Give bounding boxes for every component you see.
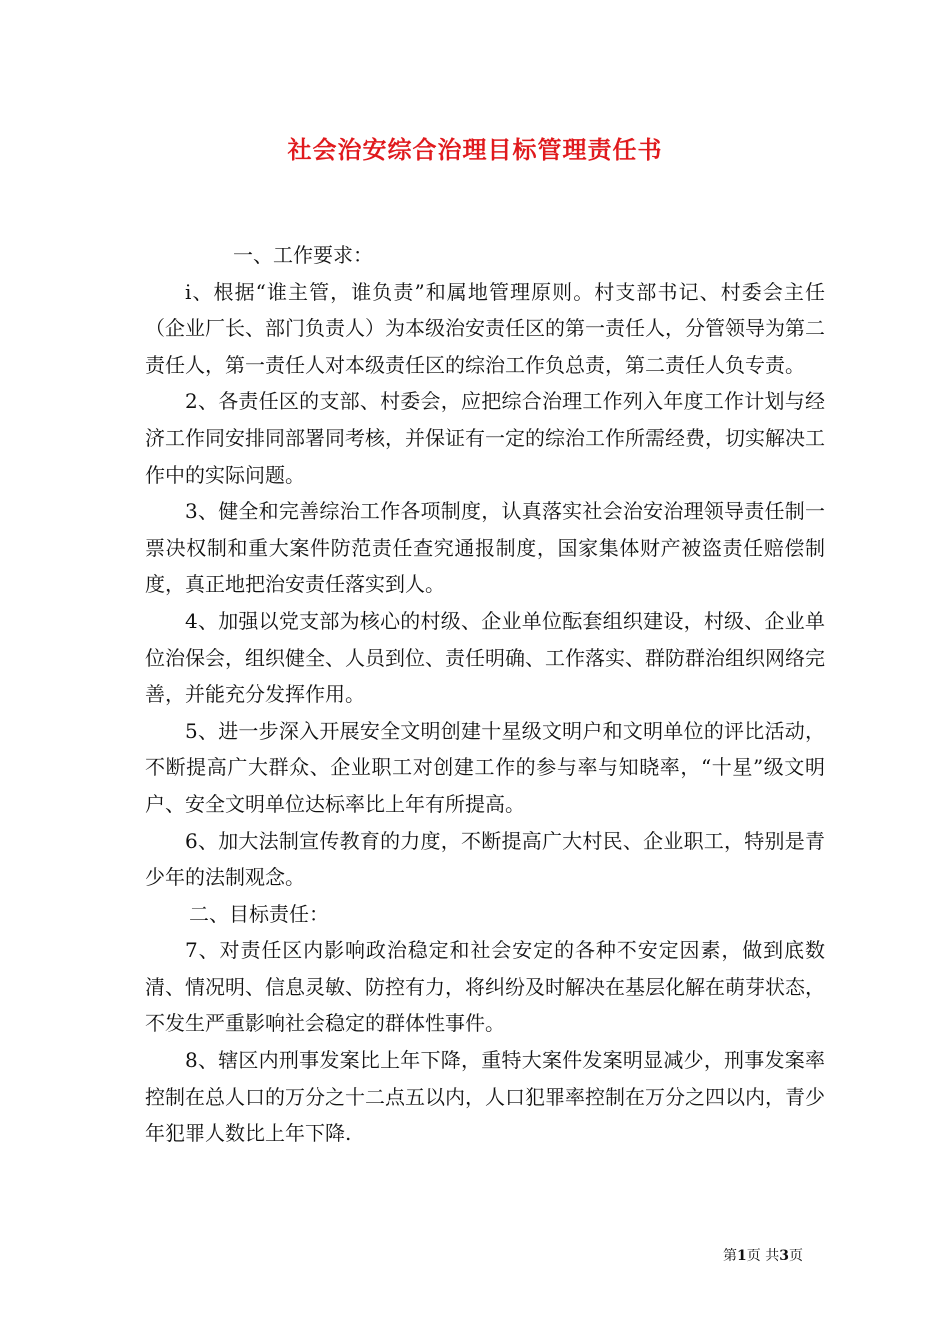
footer-prefix: 第 [723,1248,738,1264]
footer-current-page: 1 [737,1248,747,1264]
footer-total-pages: 3 [779,1248,789,1264]
paragraph-item-7: 7、对责任区内影响政治稳定和社会安定的各种不安定因素，做到底数清、情况明、信息灵敏、防控有力，将纠纷及时解决在基层化解在萌芽状态，不发生严重影响社会稳定的群体性事件。 [145,938,825,1036]
paragraph-item-6: 6、加大法制宣传教育的力度，不断提高广大村民、企业职工，特别是青少年的法制观念。 [145,828,825,890]
document-body [145,237,825,1152]
page-footer [723,1246,803,1266]
paragraph-item-1: i、根据“谁主管，谁负责”和属地管理原则。村支部书记、村委会主任（企业厂长、部门负责人）为本级治安责任区的第一责任人，分管领导为第二责任人，第一责任人对本级责任区的综治工作负总责，第二责任人负专责。 [145,279,825,377]
document-title: 社会治安综合治理目标管理责任书 [287,135,663,164]
footer-middle: 页 共 [746,1248,780,1264]
footer-suffix: 页 [789,1248,803,1264]
paragraph-item-4: 4、加强以党支部为核心的村级、企业单位酝套组织建设，村级、企业单位治保会，组织健全、人员到位、责任明确、工作落实、群防群治组织网络完善，并能充分发挥作用。 [145,608,825,707]
paragraph-item-8: 8、辖区内刑事发案比上年下降，重特大案件发案明显减少，刑事发案率控制在总人口的万分之十二点五以内，人口犯罪率控制在万分之四以内，青少年犯罪人数比上年下降. [145,1048,825,1146]
paragraph-item-2: 2、各责任区的支部、村委会，应把综合治理工作列入年度工作计划与经济工作同安排同部署同考核，并保证有一定的综治工作所需经费，切实解决工作中的实际问题。 [145,389,825,487]
paragraph-item-5: 5、进一步深入开展安全文明创建十星级文明户和文明单位的评比活动，不断提高广大群众、企业职工对创建工作的参与率与知晓率，“十星”级文明户、安全文明单位达标率比上年有所提高。 [145,718,825,816]
section-heading-targets: 二、目标责任： [189,901,329,926]
section-heading-requirements: 一、工作要求： [233,243,373,267]
paragraph-item-3: 3、健全和完善综治工作各项制度，认真落实社会治安治理领导责任制一票决权制和重大案件防范责任查究通报制度，国家集体财产被盗责任赔偿制度，真正地把治安责任落实到人。 [145,499,825,597]
